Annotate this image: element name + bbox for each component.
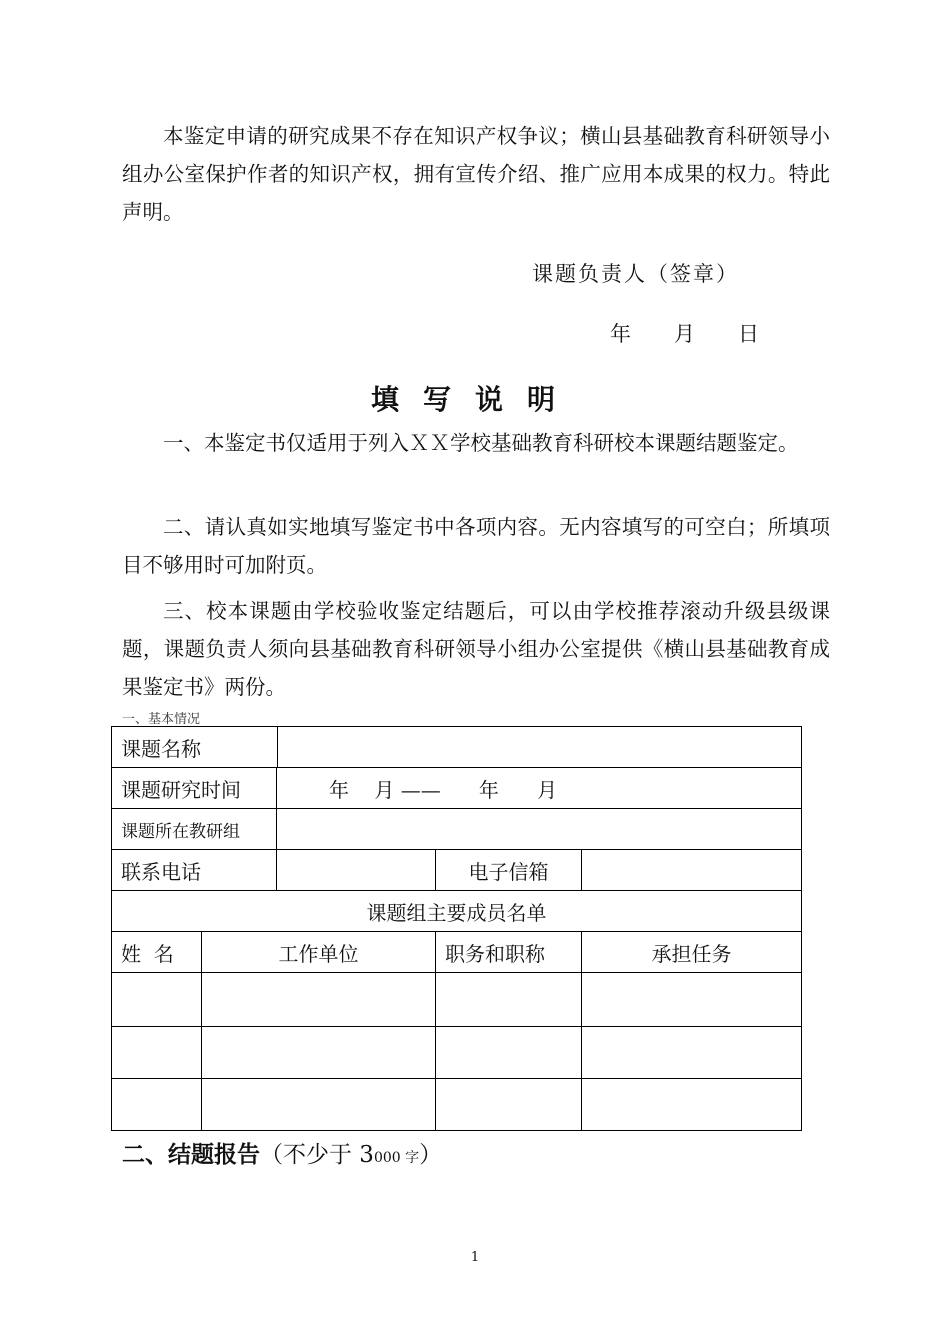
email-label: 电子信箱 bbox=[436, 850, 582, 891]
section2-note-suffix: ） bbox=[419, 1142, 443, 1168]
header-title: 职务和职称 bbox=[436, 932, 582, 973]
group-label: 课题所在教研组 bbox=[112, 809, 277, 850]
research-time-label: 课题研究时间 bbox=[112, 768, 277, 809]
member-row bbox=[112, 1079, 802, 1131]
basic-info-table bbox=[111, 726, 802, 1131]
member-workplace-cell[interactable] bbox=[202, 1027, 436, 1079]
section2-heading bbox=[122, 1136, 442, 1169]
phone-label: 联系电话 bbox=[112, 850, 277, 891]
member-title-cell[interactable] bbox=[436, 1027, 582, 1079]
research-time-field[interactable]: 年 月 —— 年 月 bbox=[277, 768, 802, 809]
research-time-row bbox=[112, 768, 802, 809]
date-day: 日 bbox=[738, 322, 759, 346]
members-title: 课题组主要成员名单 bbox=[112, 891, 802, 932]
member-task-cell[interactable] bbox=[582, 973, 802, 1027]
phone-field[interactable] bbox=[277, 850, 436, 891]
member-workplace-cell[interactable] bbox=[202, 973, 436, 1027]
member-title-cell[interactable] bbox=[436, 1079, 582, 1131]
member-name-cell[interactable] bbox=[112, 1027, 202, 1079]
member-task-cell[interactable] bbox=[582, 1079, 802, 1131]
signature-line: 课题负责人（签章） bbox=[532, 262, 739, 286]
basic-info-heading: 一、基本情况 bbox=[122, 712, 201, 727]
header-workplace: 工作单位 bbox=[202, 932, 436, 973]
member-row bbox=[112, 973, 802, 1027]
topic-name-label: 课题名称 bbox=[112, 727, 278, 768]
page-number: 1 bbox=[470, 1250, 480, 1265]
member-title-cell[interactable] bbox=[436, 973, 582, 1027]
instruction-item-2: 二、请认真如实地填写鉴定书中各项内容。无内容填写的可空白；所填项目不够用时可加附页。 bbox=[122, 515, 830, 577]
member-workplace-cell[interactable] bbox=[202, 1079, 436, 1131]
group-row bbox=[112, 809, 802, 850]
member-name-cell[interactable] bbox=[112, 1079, 202, 1131]
topic-name-field[interactable] bbox=[278, 727, 802, 768]
members-title-row bbox=[112, 891, 802, 932]
section2-note-prefix: （不少于 3 bbox=[260, 1142, 374, 1168]
instruction-item-3: 三、校本课题由学校验收鉴定结题后，可以由学校推荐滚动升级县级课题，课题负责人须向县基础教育科研领导小组办公室提供《横山县基础教育成果鉴定书》两份。 bbox=[122, 599, 830, 699]
date-month: 月 bbox=[674, 322, 695, 346]
header-task: 承担任务 bbox=[582, 932, 802, 973]
declaration-paragraph: 本鉴定申请的研究成果不存在知识产权争议；横山县基础教育科研领导小组办公室保护作者的知识产权，拥有宣传介绍、推广应用本成果的权力。特此声明。 bbox=[122, 124, 830, 224]
section2-title: 二、结题报告 bbox=[122, 1142, 260, 1168]
member-name-cell[interactable] bbox=[112, 973, 202, 1027]
header-name: 姓 名 bbox=[112, 932, 202, 973]
topic-name-row bbox=[112, 727, 802, 768]
members-header-row bbox=[112, 932, 802, 973]
member-row bbox=[112, 1027, 802, 1079]
instructions-title: 填写说明 bbox=[370, 383, 579, 416]
contact-row bbox=[112, 850, 802, 891]
date-year: 年 bbox=[610, 322, 631, 346]
group-field[interactable] bbox=[277, 809, 802, 850]
member-task-cell[interactable] bbox=[582, 1027, 802, 1079]
section2-note-small: 000 字 bbox=[373, 1150, 420, 1166]
instruction-item-1: 一、本鉴定书仅适用于列入ＸＸ学校基础教育科研校本课题结题鉴定。 bbox=[163, 431, 799, 455]
email-field[interactable] bbox=[582, 850, 802, 891]
